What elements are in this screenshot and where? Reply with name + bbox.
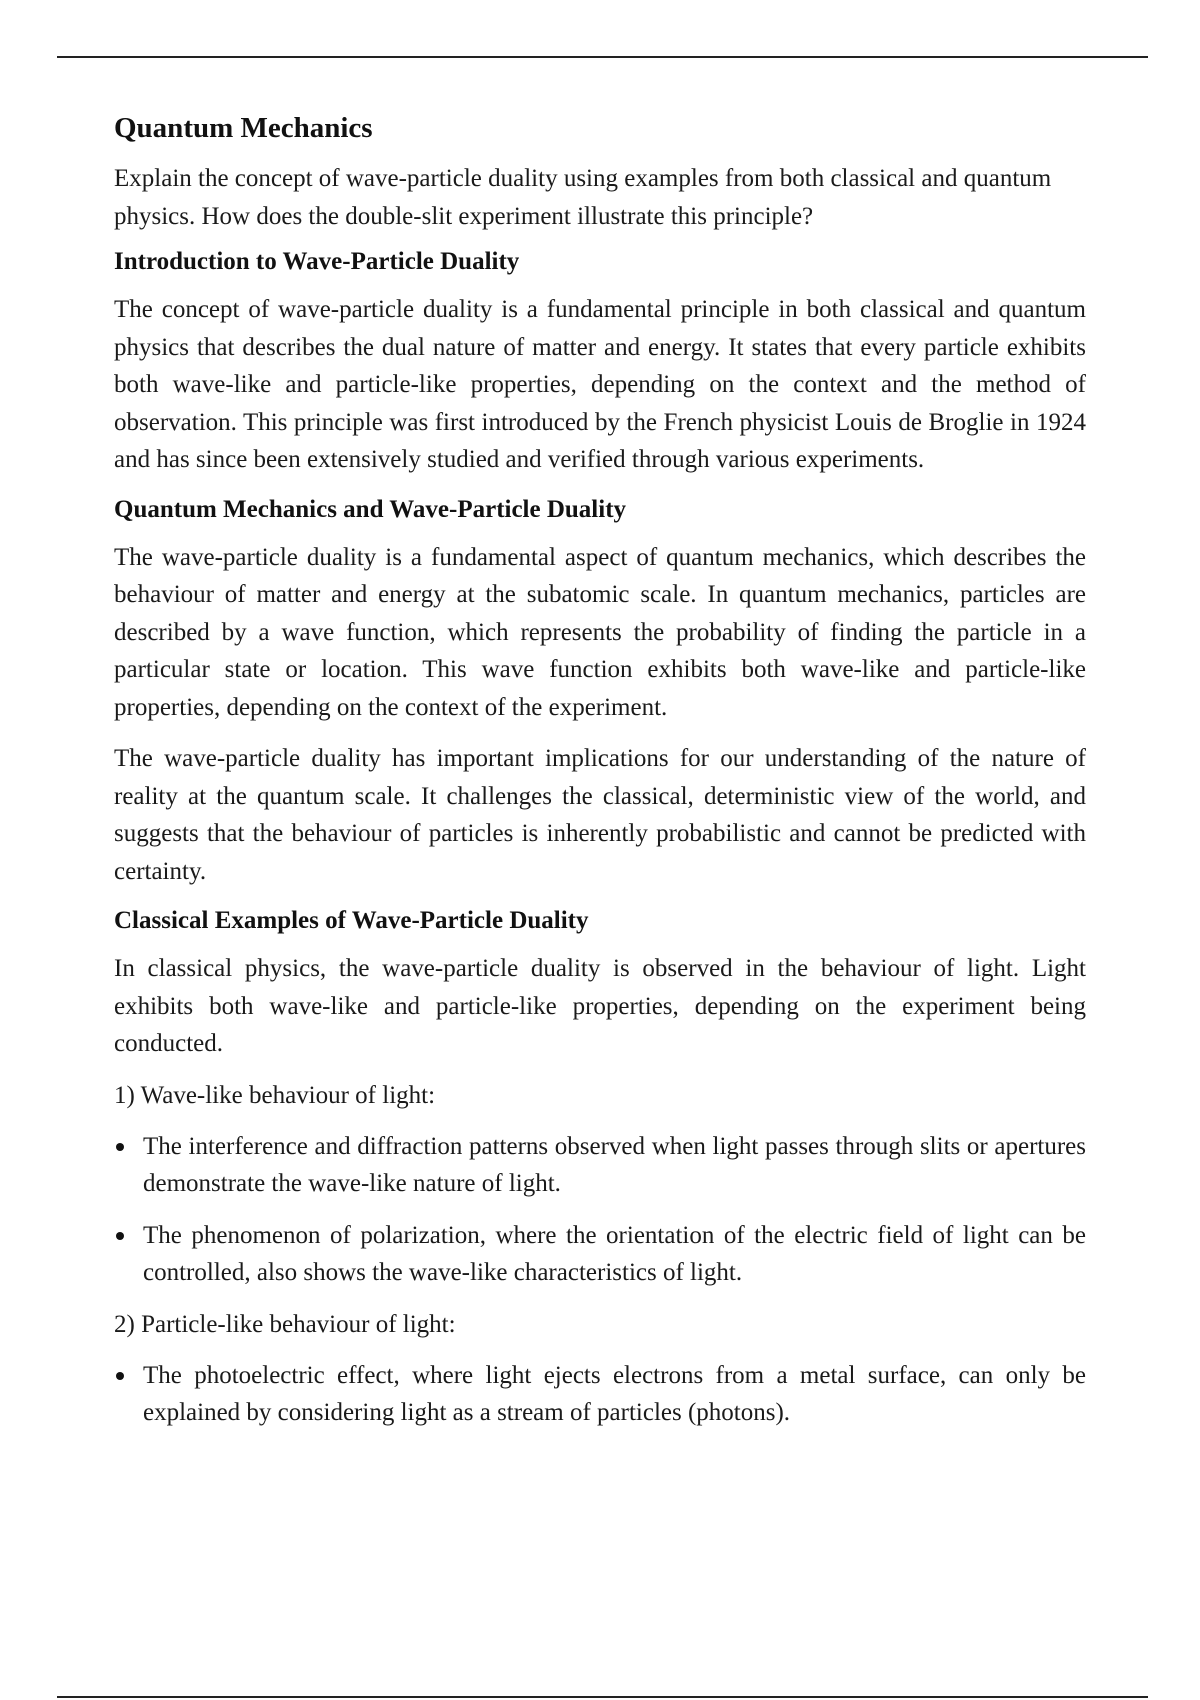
- section-heading: Quantum Mechanics and Wave-Particle Duality: [114, 495, 627, 523]
- paragraph: The concept of wave-particle duality is a fundamental principle in both classical and quantum physics that describes the dual nature of matter and energy. It states that every particle exhibits both wave-like and particle-like properties, depending on the context and the method of observation. This principle was first introduced by the French physicist Louis de Broglie in 1924 and has since been extensively studied and verified through various experiments.: [114, 296, 1086, 473]
- paragraph: The wave-particle duality is a fundamental aspect of quantum mechanics, which describes the behaviour of matter and energy at the subatomic scale. In quantum mechanics, particles are described by a wave function, which represents the probability of finding the particle in a particular state or location. This wave function exhibits both wave-like and particle-like properties, depending on the context of the experiment.: [114, 543, 1086, 721]
- wave-like-list: [114, 1128, 1086, 1292]
- section-heading: Classical Examples of Wave-Particle Duality: [114, 907, 589, 934]
- footer-rule: [57, 1696, 1148, 1698]
- bullet-icon: [116, 1232, 124, 1240]
- section-heading: Introduction to Wave-Particle Duality: [114, 248, 520, 275]
- list-label-wave-like: 1) Wave-like behaviour of light:: [114, 1081, 436, 1109]
- section-quantum-mechanics: [114, 493, 1086, 891]
- paragraph: The wave-particle duality has important implications for our understanding of the nature of reality at the quantum scale. It challenges the classical, deterministic view of the world, and suggests that the behaviour of particles is inherently probabilistic and cannot be predicted with certainty.: [114, 745, 1086, 885]
- list-label-particle-like: 2) Particle-like behaviour of light:: [114, 1310, 456, 1338]
- section-classical-examples: [114, 904, 1086, 1432]
- section-introduction: [114, 245, 1086, 479]
- list-item: [114, 1128, 1086, 1203]
- particle-like-list: [114, 1357, 1086, 1432]
- bullet-icon: [116, 1372, 124, 1380]
- header-rule: [57, 56, 1148, 58]
- list-item: [114, 1217, 1086, 1292]
- document-title: Quantum Mechanics: [114, 112, 373, 144]
- paragraph: In classical physics, the wave-particle duality is observed in the behaviour of light. Light exhibits both wave-like and particle-like properties, depending on the experiment being conducted.: [114, 955, 1086, 1057]
- list-item-text: The interference and diffraction patterns observed when light passes through slits or apertures demonstrate the wave-like nature of light.: [143, 1132, 1086, 1197]
- list-item-text: The photoelectric effect, where light ejects electrons from a metal surface, can only be explained by considering light as a stream of particles (photons).: [143, 1361, 1086, 1426]
- document-body: [114, 110, 1086, 1446]
- list-item: [114, 1357, 1086, 1432]
- bullet-icon: [116, 1143, 124, 1151]
- list-item-text: The phenomenon of polarization, where the orientation of the electric field of light can be controlled, also shows the wave-like characteristics of light.: [143, 1221, 1086, 1286]
- question-prompt: Explain the concept of wave-particle duality using examples from both classical and quantum physics. How does the double-slit experiment illustrate this principle?: [114, 165, 1052, 230]
